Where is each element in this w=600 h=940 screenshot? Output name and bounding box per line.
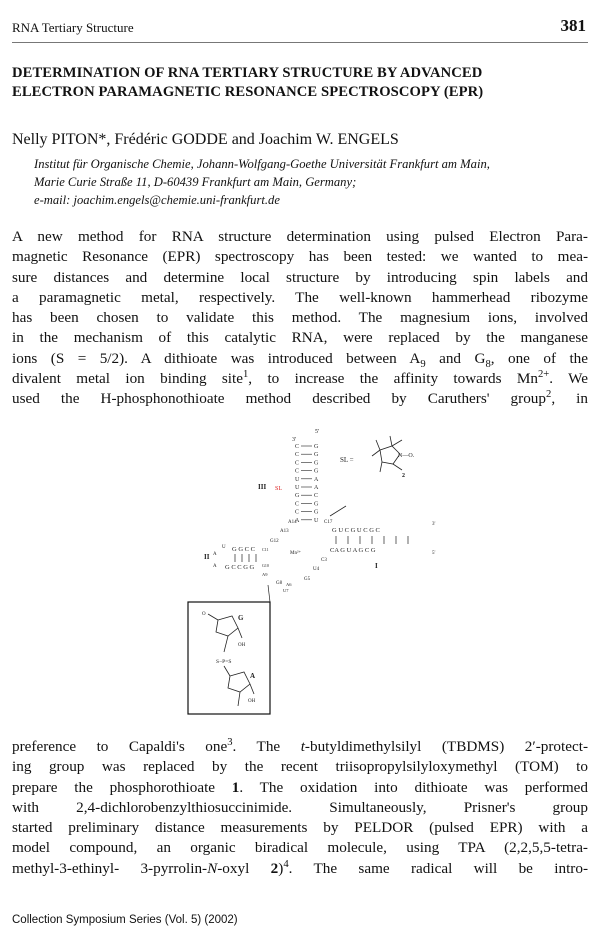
stem-III-base-left: A: [295, 517, 300, 524]
text-run: and G: [425, 349, 486, 367]
stem-I-top: G U C G U C G C: [332, 527, 380, 534]
text-line: [12, 778, 588, 798]
core-nucleotide: G12: [270, 539, 279, 544]
text-run: , to increase the affinity towards Mn: [248, 370, 538, 388]
citation-ref: 3: [227, 736, 233, 748]
text-line: [12, 859, 588, 879]
text-run: , in: [551, 390, 588, 408]
corresponding-mark: *: [98, 131, 107, 148]
text-run: preference to Capaldi's one: [12, 738, 228, 755]
core-nucleotide: C3: [321, 558, 327, 563]
text-run: divalent metal ion binding site: [12, 370, 243, 388]
text-line: ing group was replaced by the recent triisopropylsilyloxymethyl (TOM) to: [12, 758, 588, 776]
superscript: 2+: [537, 369, 550, 381]
affiliation: [34, 155, 490, 209]
stem-III-base-right: A: [314, 485, 319, 491]
text-run: ): [278, 859, 284, 877]
text-line: model compound, an organic biradical molecule, using TPA (2,2,5,5-tetra-: [12, 839, 588, 857]
hydroxyl-label: OH: [238, 643, 246, 648]
stem-I-label: I: [375, 562, 378, 570]
loop-nucleotide: U: [222, 545, 226, 550]
citation-ref: 4: [283, 858, 289, 870]
ribozyme-diagram: [180, 420, 440, 720]
sl-equals: SL =: [340, 456, 354, 464]
stem-III-base-right: G: [314, 501, 319, 508]
text-run: prepare the phosphorothioate: [12, 778, 232, 796]
stem-III-base-right: G: [314, 509, 319, 516]
author-first: Nelly: [12, 131, 48, 148]
stem-III-base-right: G: [314, 468, 319, 475]
stem-II-label: II: [204, 553, 210, 561]
base-label-g: G: [238, 614, 244, 622]
author-last: PITON: [51, 131, 99, 148]
text-run: . We: [549, 370, 589, 388]
stem-III-base-left: C: [295, 444, 300, 450]
nitroxide-label: N—O.: [398, 453, 415, 459]
citation-ref: 2: [546, 389, 552, 401]
text-run: t: [300, 738, 305, 755]
page-number: 381: [560, 16, 586, 35]
abstract-paragraph-1: [12, 227, 588, 410]
stem-III-label: III: [258, 483, 267, 491]
loop-nucleotide: A: [213, 552, 217, 557]
text-line: [12, 349, 588, 369]
stem-III-base-left: C: [295, 501, 300, 508]
text-run: used the H-phosphonothioate method described by Caruthers' group: [12, 390, 546, 408]
mn-label: Mn²⁺: [290, 551, 302, 556]
ribozyme-figure: [180, 420, 440, 720]
subscript: 9: [420, 358, 426, 370]
affiliation-email: e-mail: joachim.engels@chemie.uni-frankfurt.de: [34, 193, 280, 207]
phosphorodithioate-label: S−P=S: [216, 659, 232, 665]
text-run: , one of the: [490, 349, 589, 367]
text-run: -oxyl: [217, 859, 271, 877]
stem-III-base-right: G: [314, 452, 319, 459]
core-nucleotide: A14: [288, 520, 297, 525]
text-line: A new method for RNA structure determination using pulsed Electron Para-: [12, 228, 588, 245]
three-prime-label: 3': [292, 437, 297, 443]
core-nucleotide: C11: [262, 547, 269, 552]
abstract-paragraph-2: [12, 737, 588, 879]
compound-ref: 1: [231, 778, 240, 796]
oxygen-label: O: [202, 612, 206, 617]
author-last: ENGELS: [337, 131, 399, 148]
loop-nucleotide: A: [213, 564, 217, 569]
sl-marker: SL: [275, 486, 283, 492]
citation-ref: 1: [242, 369, 249, 381]
text-line: sure distances and determine local structure by introducing spin labels and: [12, 268, 588, 286]
stem-III-base-left: C: [295, 468, 300, 475]
stem-II-pairs: [235, 554, 256, 562]
stem-III-base-right: G: [314, 444, 319, 450]
stem-III-base-left: C: [295, 460, 300, 467]
stem-II-bottom: G C C G G: [225, 564, 255, 571]
core-nucleotide: A6: [286, 582, 292, 587]
stem-III-base-left: C: [295, 509, 300, 516]
compound-number: 2: [402, 473, 405, 479]
hydroxyl-label: OH: [248, 699, 256, 704]
affiliation-line: Institut für Organische Chemie, Johann-Wolfgang-Goethe Universität Frankfurt am Main,: [34, 157, 490, 171]
text-line: started preliminary distance measurements by PELDOR (pulsed EPR) with a: [12, 819, 588, 837]
core-nucleotide: G10: [262, 563, 269, 568]
author-last: GODDE: [171, 131, 228, 148]
title-line: DETERMINATION OF RNA TERTIARY STRUCTURE BY ADVANCED: [12, 65, 483, 81]
stem-III-base-left: C: [295, 452, 300, 459]
cleavage-arrow: [330, 506, 346, 516]
inset-pointer: [268, 585, 270, 602]
core-nucleotide: U4: [313, 567, 320, 572]
text-line: a paramagnetic metal, respectively. The well-known hammerhead ribozyme: [12, 288, 588, 306]
text-run: methyl-3-ethinyl- 3-pyrrolin-: [12, 859, 208, 877]
dithioate-inset-frame: [188, 602, 270, 714]
text-run: -butyldimethylsilyl (TBDMS) 2′-protect-: [304, 738, 589, 755]
stem-I-pairs: [336, 536, 408, 544]
affiliation-line: Marie Curie Straße 11, D-60439 Frankfurt am Main, Germany;: [34, 175, 357, 189]
stem-I-bottom: CA G U A G C G: [330, 547, 376, 554]
core-nucleotide: G8: [276, 581, 283, 586]
header-rule: [12, 42, 588, 43]
core-nucleotide: A9: [262, 572, 268, 577]
text-line: magnetic Resonance (EPR) spectroscopy has been tested: we wanted to mea-: [12, 248, 588, 266]
stem-III-base-left: G: [295, 493, 300, 500]
stem-III-base-right: C: [314, 493, 319, 500]
subscript: 8: [485, 358, 491, 370]
stem-II-top: G G C C: [232, 546, 255, 553]
core-nucleotide: U7: [283, 588, 289, 593]
three-prime-label: 3': [432, 522, 436, 527]
text-run: ions (S = 5/2). A dithioate was introduced between A: [12, 349, 421, 367]
title-line: ELECTRON PARAMAGNETIC RESONANCE SPECTROSCOPY (EPR): [12, 84, 484, 100]
stem-III-base-right: A: [314, 476, 319, 483]
author-list: Nelly PITON*, Frédéric GODDE and Joachim W. ENGELS: [12, 131, 399, 148]
compound-ref: 2: [270, 859, 279, 877]
running-title: RNA Tertiary Structure: [12, 20, 134, 35]
text-line: has been chosen to validate this method. The magnesium ions, involved: [12, 309, 588, 327]
text-line: in the mechanism of this catalytic RNA, were replaced by the manganese: [12, 329, 588, 347]
text-run: . The: [232, 738, 301, 755]
stem-III-base-left: U: [295, 485, 300, 491]
running-head: [12, 16, 588, 38]
core-nucleotide: C17: [324, 520, 333, 525]
author-first: Frédéric: [114, 131, 168, 148]
text-run: N: [207, 859, 218, 877]
stem-III: [295, 444, 319, 524]
text-line: [12, 389, 588, 409]
author-first: Joachim W.: [258, 131, 334, 148]
text-line: with 2,4-dichlorobenzylthiosuccinimide. Simultaneously, Prisner's group: [12, 798, 588, 816]
text-run: . The oxidation into dithioate was performed: [239, 778, 588, 796]
base-label-a: A: [250, 672, 256, 680]
five-prime-label: 5': [432, 551, 436, 556]
text-run: . The same radical will be intro-: [288, 859, 588, 877]
text-line: [12, 737, 588, 757]
core-nucleotide: G5: [304, 577, 311, 582]
journal-footer: Collection Symposium Series (Vol. 5) (2002): [12, 914, 238, 926]
article-title: [12, 64, 588, 102]
core-nucleotide: A13: [280, 529, 289, 534]
stem-III-base-left: U: [295, 476, 300, 483]
stem-III-base-right: U: [314, 517, 319, 524]
stem-III-base-right: G: [314, 460, 319, 467]
five-prime-label: 5': [315, 429, 320, 435]
text-line: [12, 369, 588, 389]
